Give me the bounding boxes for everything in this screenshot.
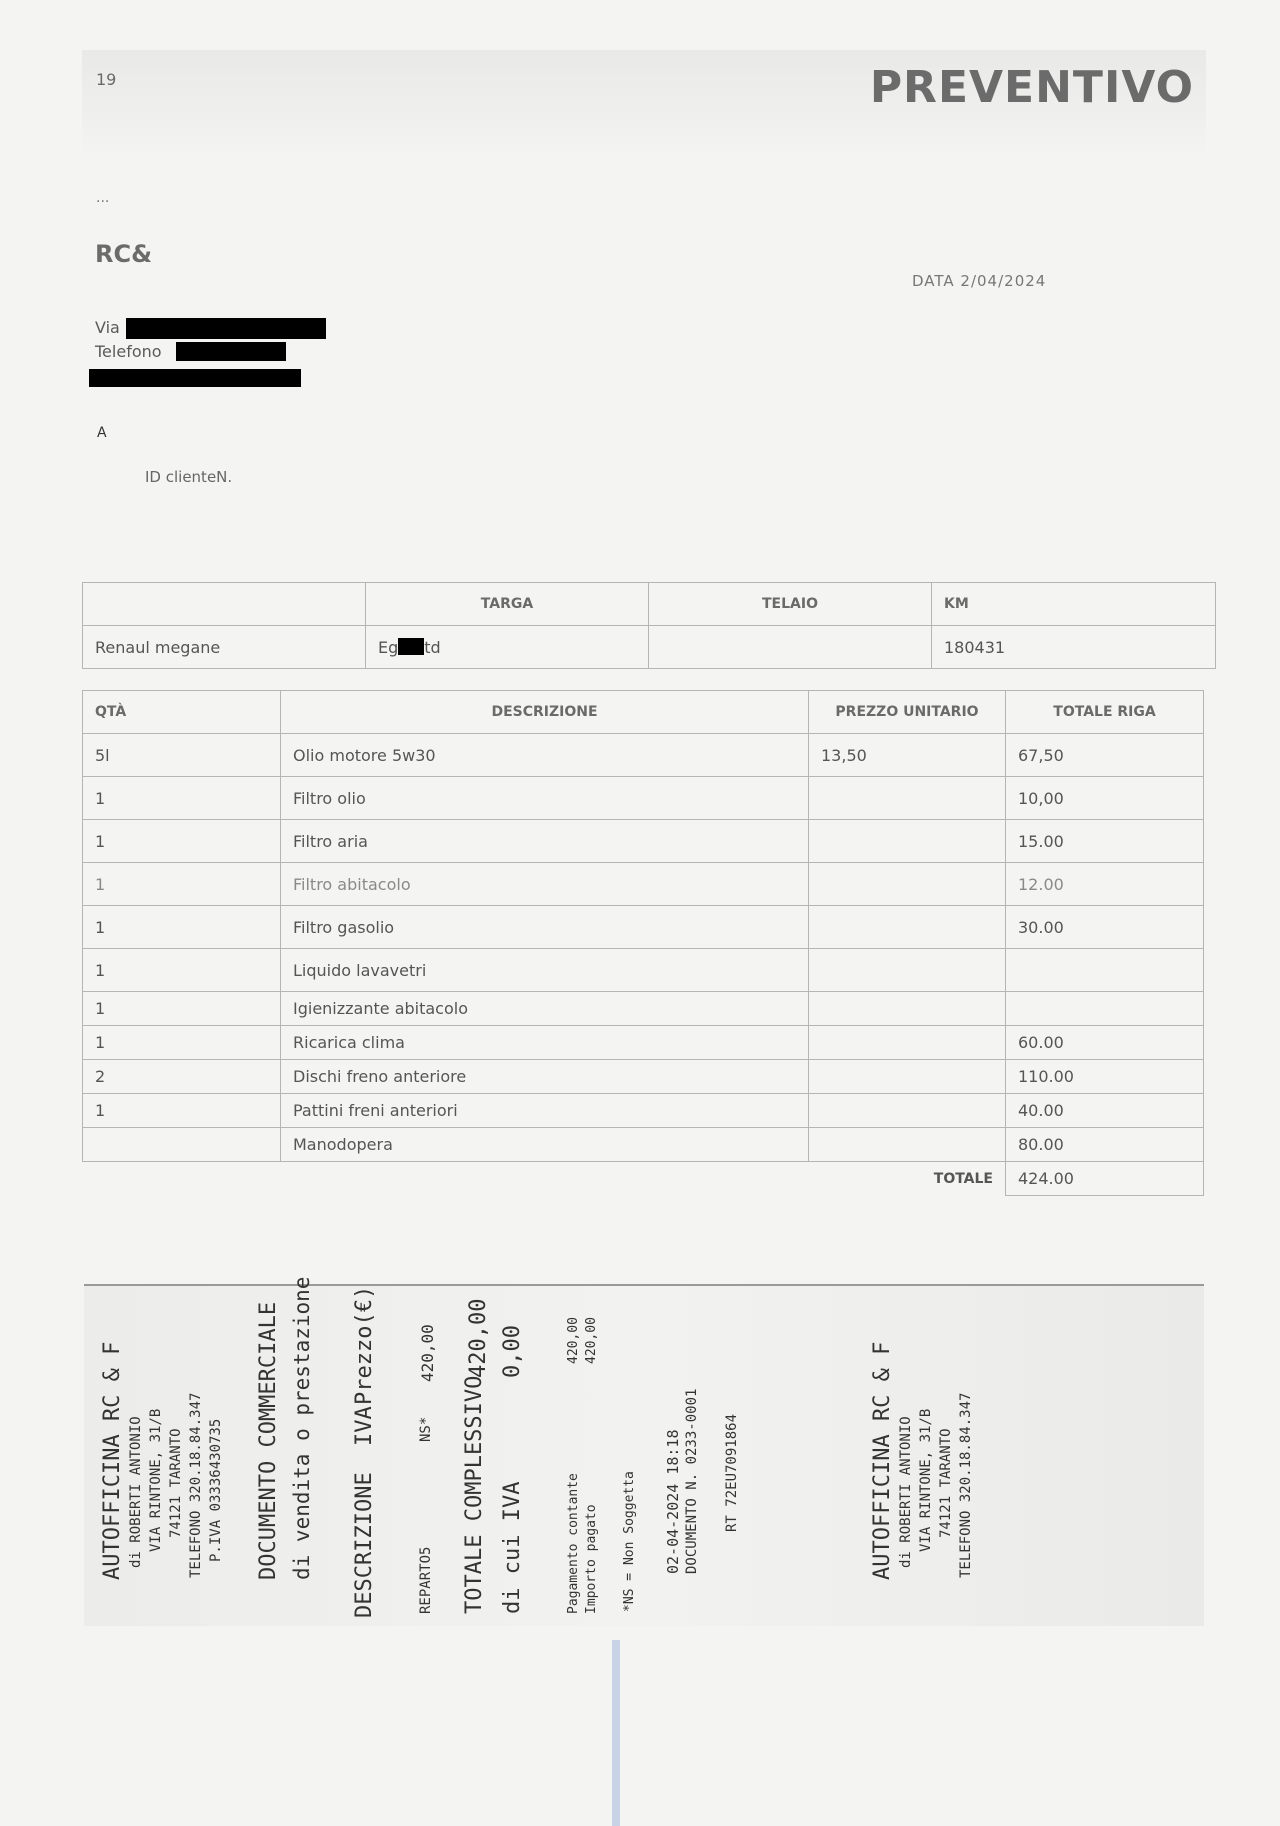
items-header-row: [83, 691, 1204, 734]
receipt-iva-value: 0,00: [500, 1325, 525, 1378]
receipt-vat: P.IVA 03336430735: [208, 1418, 224, 1562]
vehicle-header-km: KM: [932, 583, 1216, 626]
receipt-paid-label: Importo pagato: [584, 1504, 599, 1614]
row-unit-price: [809, 777, 1006, 820]
row-qty: 1: [83, 1026, 281, 1060]
row-qty: 1: [83, 992, 281, 1026]
row-qty: 1: [83, 777, 281, 820]
receipt-line-ns: NS*: [418, 1416, 434, 1442]
table-row: [83, 1060, 1204, 1094]
row-qty: 1: [83, 949, 281, 992]
receipt-iva-label: di cui IVA: [500, 1481, 525, 1614]
row-unit-price: [809, 992, 1006, 1026]
table-row: [83, 863, 1204, 906]
vehicle-row: [83, 626, 1216, 669]
header-qty: QTÀ: [83, 691, 281, 734]
receipt-stub-street: VIA RINTONE, 31/B: [918, 1408, 934, 1552]
receipt-stub-owner: di ROBERTI ANTONIO: [898, 1416, 914, 1568]
receipt-line-dept: REPARTO5: [418, 1546, 434, 1614]
row-description: Dischi freno anteriore: [281, 1060, 809, 1094]
table-row: [83, 1128, 1204, 1162]
quote-date: DATA 2/04/2024: [912, 272, 1047, 290]
separator-dots: ...: [96, 190, 110, 206]
company-name: RC&: [95, 240, 153, 268]
table-row: [83, 820, 1204, 863]
row-qty: 5l: [83, 734, 281, 777]
row-description: Filtro abitacolo: [281, 863, 809, 906]
row-total: 10,00: [1006, 777, 1204, 820]
vehicle-header-blank: [83, 583, 366, 626]
row-description: Manodopera: [281, 1128, 809, 1162]
redaction-extra: [89, 369, 301, 387]
row-description: Liquido lavavetri: [281, 949, 809, 992]
row-total: 60.00: [1006, 1026, 1204, 1060]
document-title: PREVENTIVO: [869, 62, 1194, 113]
vehicle-model: Renaul megane: [83, 626, 366, 669]
receipt-doc-number: DOCUMENTO N. 0233-0001: [684, 1388, 700, 1574]
receipt-col-iva: IVA: [352, 1406, 377, 1446]
page-number: 19: [96, 70, 117, 89]
row-qty: [83, 1128, 281, 1162]
row-total: [1006, 992, 1204, 1026]
row-qty: 1: [83, 906, 281, 949]
row-description: Filtro aria: [281, 820, 809, 863]
redaction-plate: [398, 638, 424, 655]
row-unit-price: [809, 863, 1006, 906]
vehicle-table: [82, 582, 1216, 669]
row-total: [1006, 949, 1204, 992]
receipt-stub-phone: TELEFONO 320.18.84.347: [958, 1392, 974, 1578]
table-row: [83, 734, 1204, 777]
receipt-city: 74121 TARANTO: [168, 1428, 184, 1538]
items-table: [82, 690, 1204, 1196]
row-description: Filtro olio: [281, 777, 809, 820]
receipt-phone: TELEFONO 320.18.84.347: [188, 1392, 204, 1578]
total-label: TOTALE: [933, 1170, 993, 1187]
row-unit-price: [809, 1128, 1006, 1162]
plate-prefix: Eg: [378, 637, 399, 657]
receipt-total-value: 420,00: [466, 1298, 491, 1378]
header-description: DESCRIZIONE: [281, 691, 809, 734]
row-unit-price: [809, 949, 1006, 992]
total-spacer: [281, 1162, 809, 1196]
table-row: [83, 1026, 1204, 1060]
receipt-shop-name: AUTOFFICINA RC & F: [100, 1341, 125, 1580]
vehicle-header-chassis: TELAIO: [649, 583, 932, 626]
total-value: 424.00: [1006, 1162, 1204, 1196]
row-unit-price: [809, 906, 1006, 949]
receipt-paper: [84, 1284, 1204, 1626]
header-line-total: TOTALE RIGA: [1006, 691, 1204, 734]
receipt-stub-name: AUTOFFICINA RC & F: [870, 1341, 895, 1580]
table-row: [83, 1094, 1204, 1128]
client-id: ID clienteN.: [145, 468, 233, 486]
receipt-total-label: TOTALE COMPLESSIVO: [462, 1375, 487, 1614]
receipt-street: VIA RINTONE, 31/B: [148, 1408, 164, 1552]
receipt-pay-value: 420,00: [566, 1317, 581, 1364]
row-qty: 1: [83, 863, 281, 906]
row-unit-price: [809, 1026, 1006, 1060]
row-total: 40.00: [1006, 1094, 1204, 1128]
receipt-line-price: 420,00: [418, 1324, 437, 1382]
row-description: Olio motore 5w30: [281, 734, 809, 777]
receipt-owner: di ROBERTI ANTONIO: [128, 1416, 144, 1568]
row-qty: 1: [83, 1094, 281, 1128]
receipt-doc-type: DOCUMENTO COMMERCIALE: [256, 1301, 281, 1580]
address-label: Via: [95, 318, 120, 337]
receipt-ns-note: *NS = Non Soggetta: [622, 1471, 637, 1612]
receipt-rt-code: RT 72EU7091864: [724, 1413, 740, 1532]
header-unit-price: PREZZO UNITARIO: [809, 691, 1006, 734]
receipt-col-description: DESCRIZIONE: [352, 1472, 377, 1618]
scan-artifact-stripe: [612, 1640, 620, 1826]
plate-suffix: td: [424, 637, 441, 657]
row-total: 110.00: [1006, 1060, 1204, 1094]
receipt-doc-subtitle: di vendita o prestazione: [290, 1276, 314, 1580]
table-row: [83, 777, 1204, 820]
row-unit-price: [809, 820, 1006, 863]
receipt-datetime: 02-04-2024 18:18: [664, 1429, 682, 1574]
vehicle-header-row: [83, 583, 1216, 626]
phone-label: Telefono: [95, 342, 162, 361]
row-unit-price: [809, 1094, 1006, 1128]
row-description: Pattini freni anteriori: [281, 1094, 809, 1128]
total-spacer: [83, 1162, 281, 1196]
receipt-stub-city: 74121 TARANTO: [938, 1428, 954, 1538]
total-row: [83, 1162, 1204, 1196]
vehicle-plate: [366, 626, 649, 669]
table-row: [83, 906, 1204, 949]
row-qty: 1: [83, 820, 281, 863]
vehicle-chassis: [649, 626, 932, 669]
vehicle-km: 180431: [932, 626, 1216, 669]
recipient-label: A: [97, 425, 107, 441]
row-qty: 2: [83, 1060, 281, 1094]
row-total: 30.00: [1006, 906, 1204, 949]
row-total: 15.00: [1006, 820, 1204, 863]
row-total: 80.00: [1006, 1128, 1204, 1162]
table-row: [83, 992, 1204, 1026]
receipt-paid-value: 420,00: [584, 1317, 599, 1364]
row-unit-price: 13,50: [809, 734, 1006, 777]
table-row: [83, 949, 1204, 992]
row-description: Igienizzante abitacolo: [281, 992, 809, 1026]
row-total: 12.00: [1006, 863, 1204, 906]
row-description: Filtro gasolio: [281, 906, 809, 949]
receipt-col-price: Prezzo(€): [352, 1285, 377, 1405]
receipt-pay-label: Pagamento contante: [566, 1473, 581, 1614]
vehicle-header-plate: TARGA: [366, 583, 649, 626]
row-total: 67,50: [1006, 734, 1204, 777]
row-description: Ricarica clima: [281, 1026, 809, 1060]
redaction-phone: [176, 342, 286, 361]
row-unit-price: [809, 1060, 1006, 1094]
redaction-address: [126, 318, 326, 339]
